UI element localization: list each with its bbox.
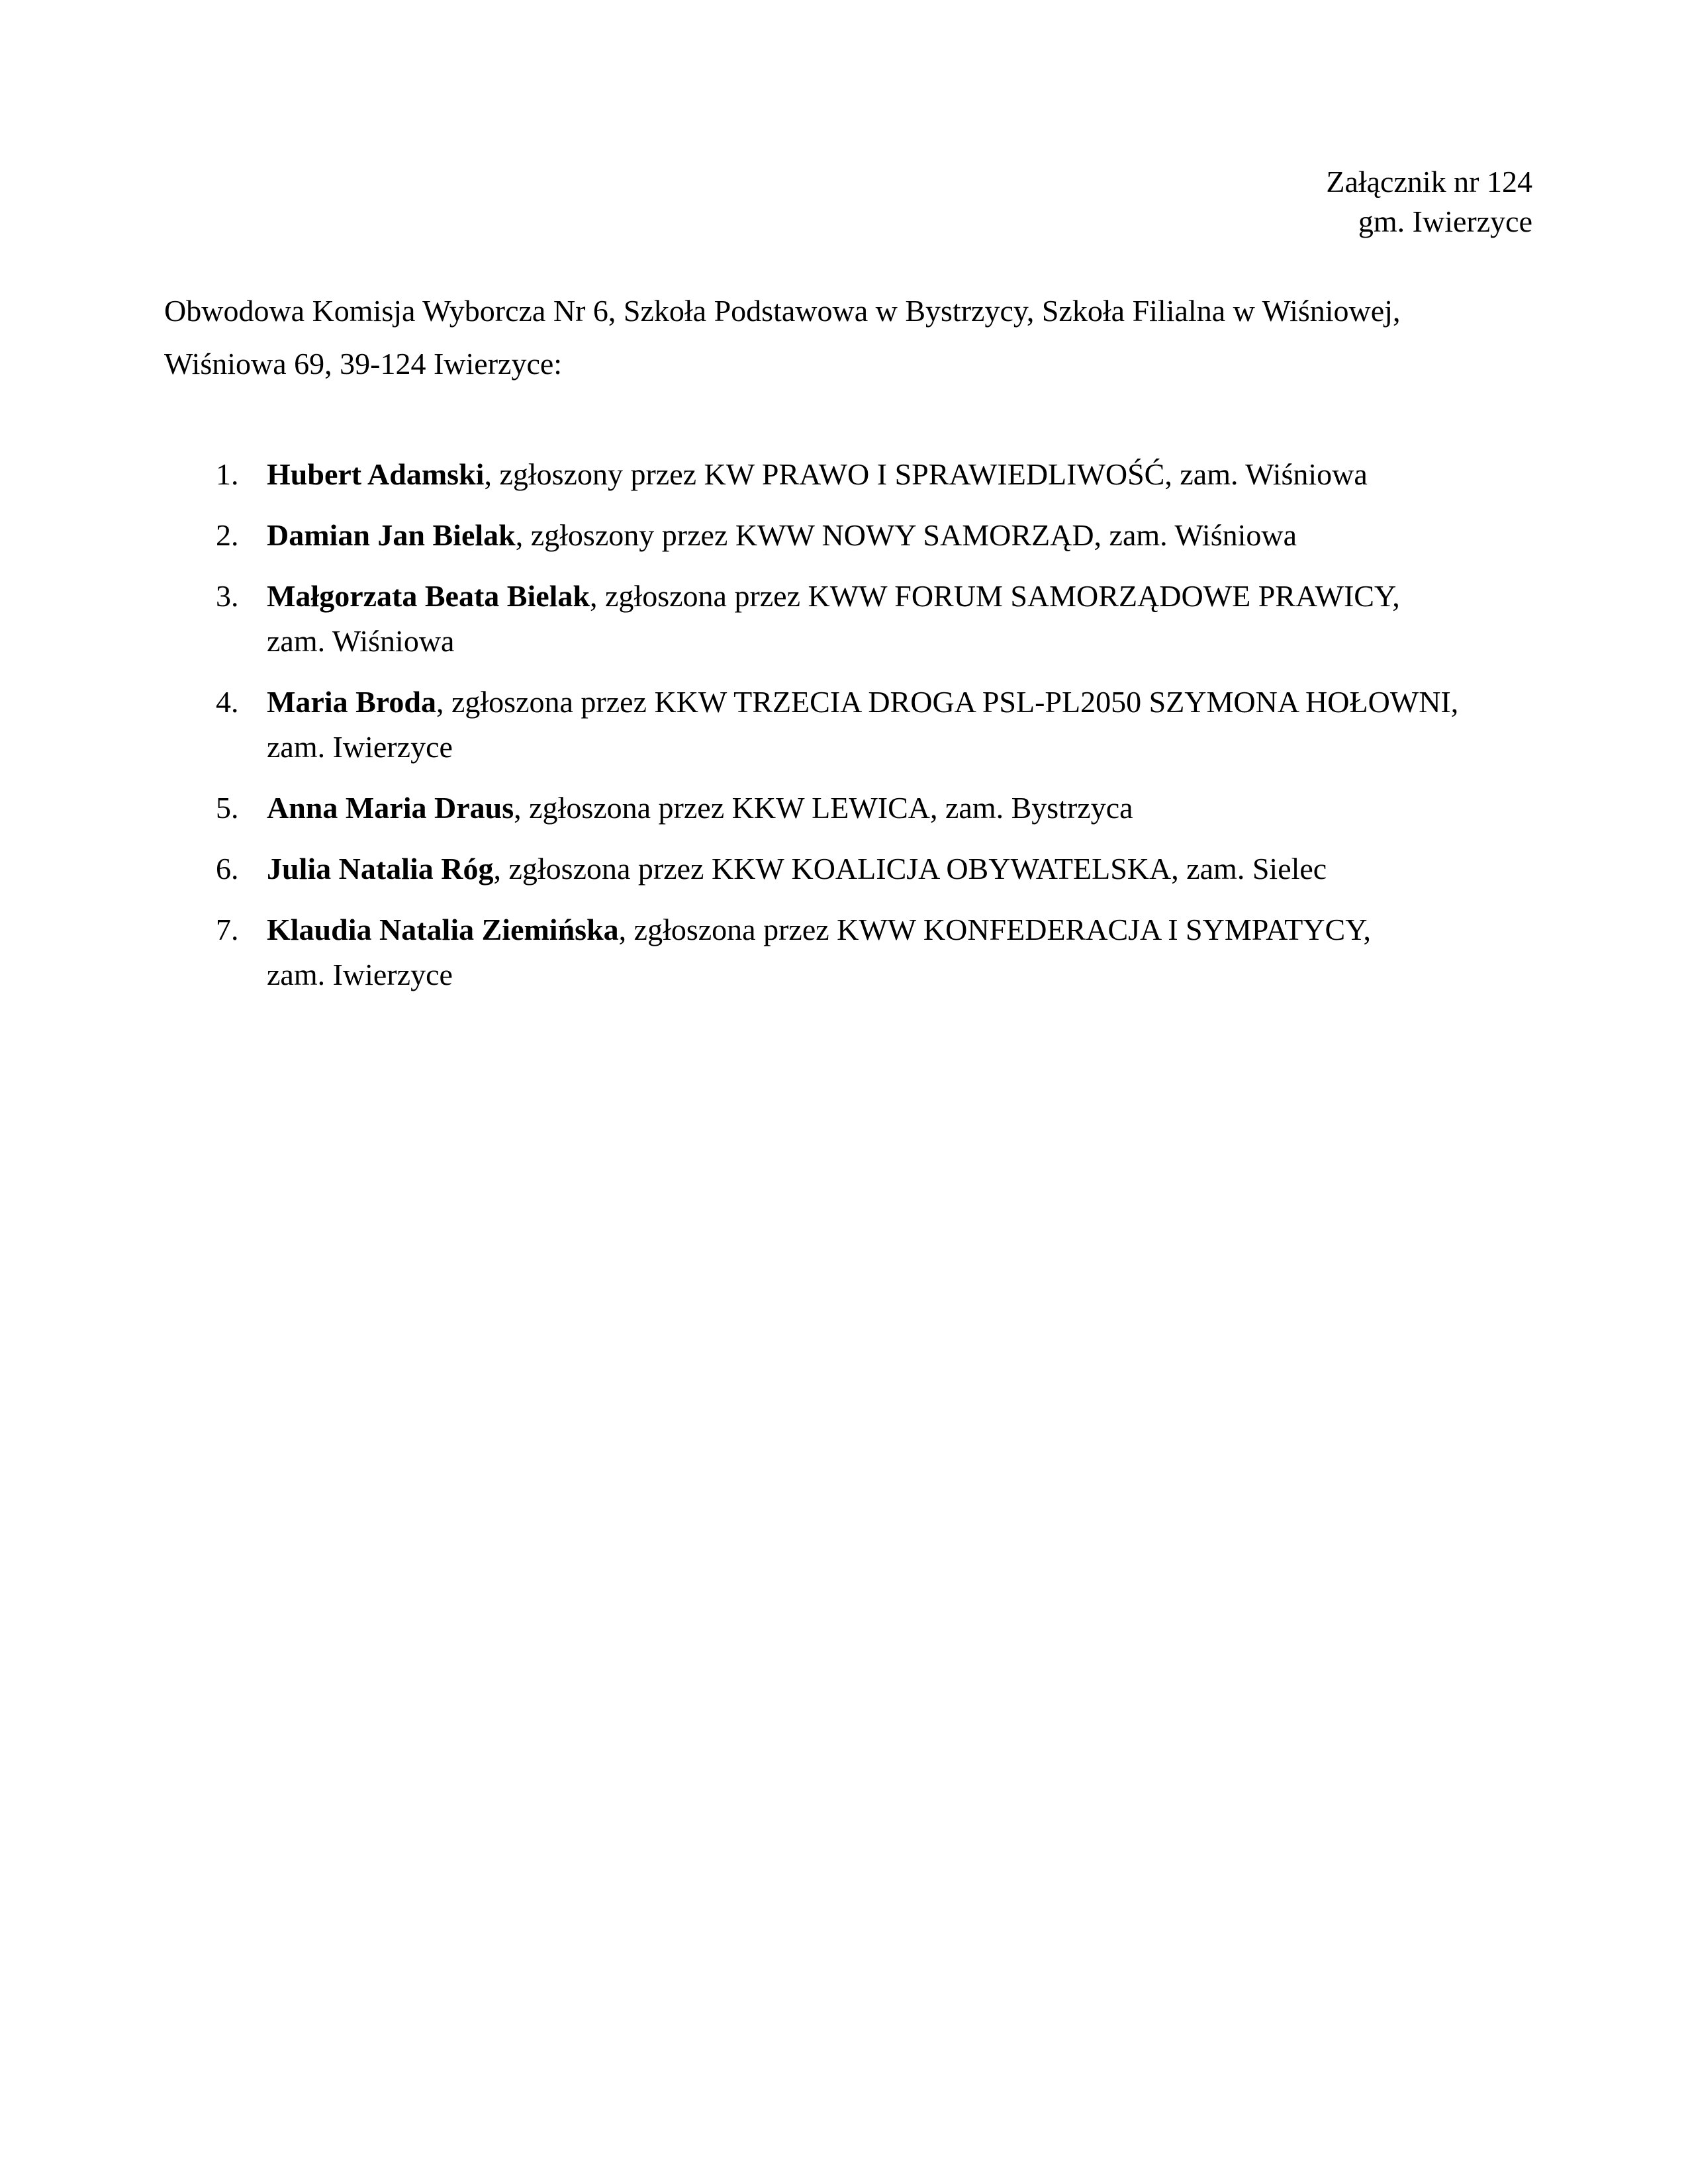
list-item-number: 2. [216,518,239,552]
member-details: , zgłoszona przez KWW KONFEDERACJA I SYMPATYCY, [618,913,1371,946]
member-details: , zgłoszony przez KW PRAWO I SPRAWIEDLIWOŚĆ, zam. Wiśniowa [484,457,1368,491]
member-details: , zgłoszona przez KKW LEWICA, zam. Bystrzyca [514,791,1133,825]
member-name: Anna Maria Draus [267,791,514,825]
member-name: Maria Broda [267,685,436,719]
member-details: , zgłoszony przez KWW NOWY SAMORZĄD, zam. Wiśniowa [515,518,1297,552]
list-item [164,680,1541,770]
list-item-number: 1. [216,457,239,491]
member-details: , zgłoszona przez KKW TRZECIA DROGA PSL-PL2050 SZYMONA HOŁOWNI, [436,685,1459,719]
list-item-number: 6. [216,852,239,886]
member-details-continued: zam. Iwierzyce [267,730,453,764]
document-header [1326,162,1532,242]
list-item-number: 4. [216,685,239,719]
list-item [164,452,1541,497]
list-item-number: 3. [216,579,239,613]
member-name: Klaudia Natalia Ziemińska [267,913,619,946]
member-list [164,452,1541,1013]
member-name: Hubert Adamski [267,457,485,491]
commission-line-1: Obwodowa Komisja Wyborcza Nr 6, Szkoła Podstawowa w Bystrzycy, Szkoła Filialna w Wiśniowej, [164,294,1401,328]
commune-name: gm. Iwierzyce [1358,205,1532,238]
member-details: , zgłoszona przez KWW FORUM SAMORZĄDOWE PRAWICY, [590,579,1400,613]
list-item [164,907,1541,997]
commission-line-2: Wiśniowa 69, 39-124 Iwierzyce: [164,347,563,381]
list-item [164,786,1541,831]
member-name: Małgorzata Beata Bielak [267,579,590,613]
list-item-number: 7. [216,913,239,946]
member-name: Julia Natalia Róg [267,852,494,886]
member-details-continued: zam. Wiśniowa [267,624,455,658]
commission-description [164,285,1541,390]
list-item [164,846,1541,891]
member-name: Damian Jan Bielak [267,518,516,552]
member-details: , zgłoszona przez KKW KOALICJA OBYWATELSKA, zam. Sielec [493,852,1327,886]
attachment-number: Załącznik nr 124 [1326,165,1532,199]
list-item [164,513,1541,558]
list-item-number: 5. [216,791,239,825]
member-details-continued: zam. Iwierzyce [267,958,453,991]
list-item [164,574,1541,664]
